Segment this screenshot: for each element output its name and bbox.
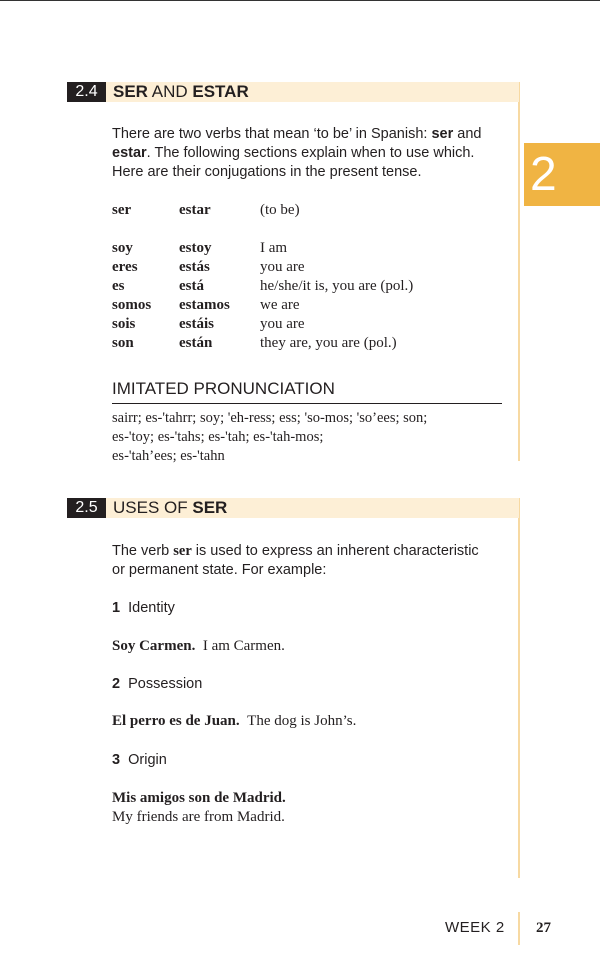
intro-paragraph: There are two verbs that mean ‘to be’ in Spanish: ser and estar. The following sections explain when to use which. Here are their conjugations in the present tense. — [112, 126, 482, 180]
margin-rule-section-24 — [518, 82, 520, 461]
uses-intro-paragraph: The verb ser is used to express an inherent characteristic or permanent state. For example: — [112, 543, 479, 578]
section-title: USES OF SER — [113, 498, 228, 517]
section-number: 2.4 — [67, 82, 106, 102]
margin-rule-section-25 — [518, 498, 520, 878]
top-border — [0, 0, 600, 1]
section-title: SER AND ESTAR — [113, 82, 249, 101]
chapter-tab: 2 — [524, 143, 600, 206]
pronunciation-rule — [112, 403, 502, 404]
page-number: 27 — [536, 920, 551, 936]
example-possession: El perro es de Juan. The dog is John’s. — [112, 713, 357, 729]
pronunciation-heading: IMITATED PRONUNCIATION — [112, 379, 335, 398]
section-number: 2.5 — [67, 498, 106, 518]
footer-divider — [518, 912, 520, 945]
section-header-2-5 — [67, 498, 519, 518]
use-item-identity: 1 Identity — [112, 600, 175, 616]
example-origin: Mis amigos son de Madrid. My friends are from Madrid. — [112, 790, 286, 825]
pronunciation-text: sairr; es-'tahrr; soy; 'eh-ress; ess; 'so-mos; 'so’ees; son; es-'toy; es-'tahs; es-'tah; es-'tah-mos; es-'tah’ees; es-'tahn — [112, 410, 428, 464]
example-identity: Soy Carmen. I am Carmen. — [112, 638, 285, 654]
use-item-origin: 3 Origin — [112, 752, 167, 768]
use-item-possession: 2 Possession — [112, 676, 203, 692]
section-header-2-4 — [67, 82, 519, 102]
footer-week-label: WEEK 2 — [445, 919, 505, 936]
